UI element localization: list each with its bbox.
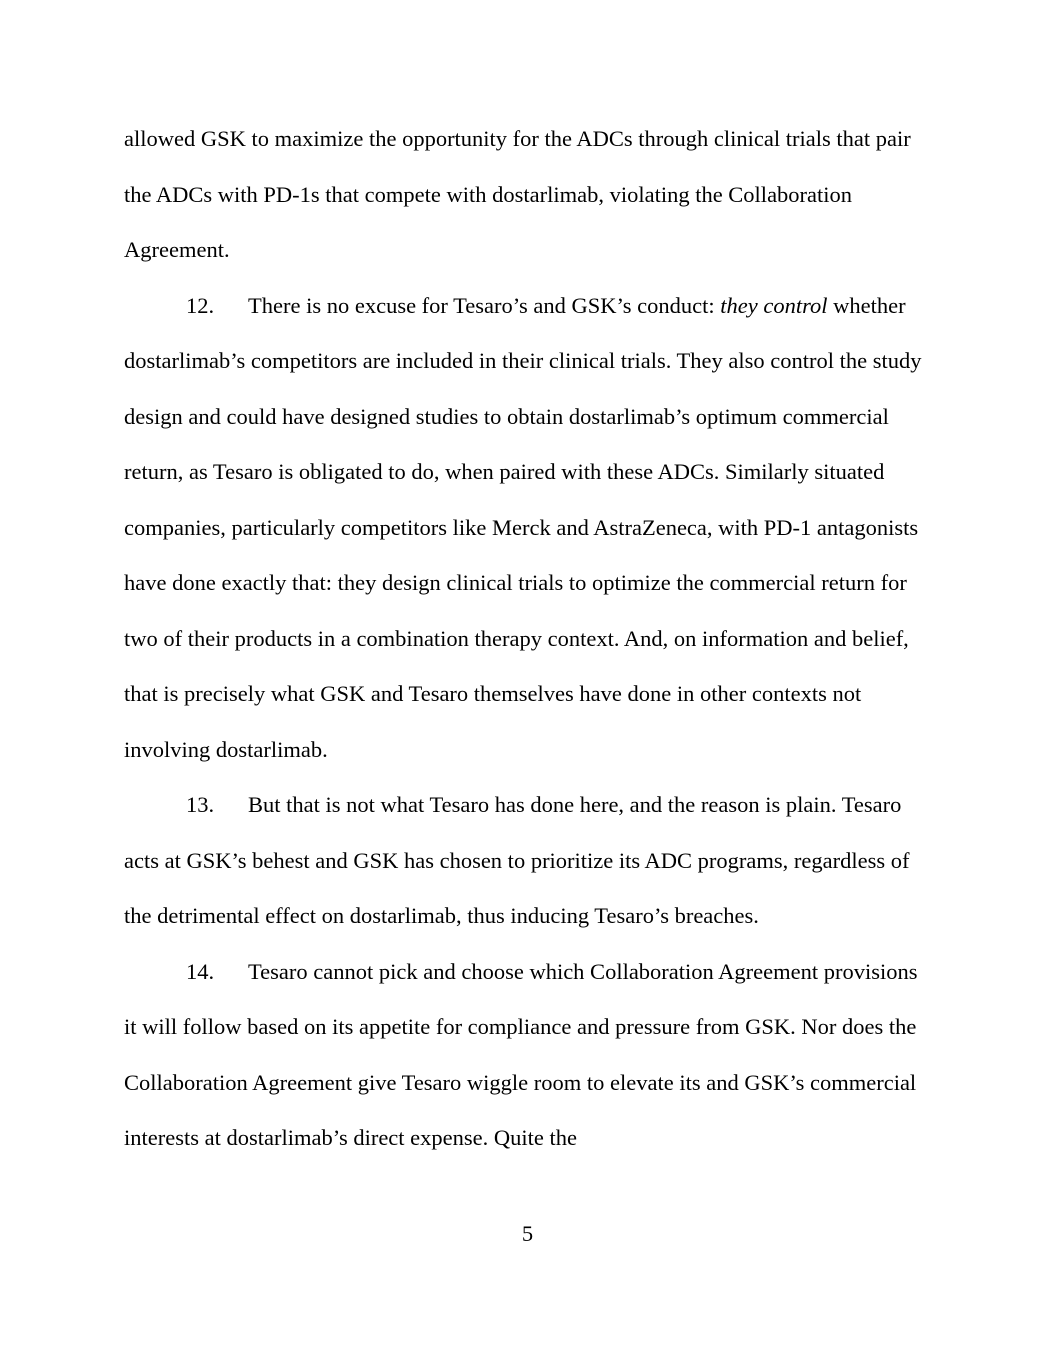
paragraph-number: 12.	[186, 292, 215, 318]
paragraph-13	[124, 777, 932, 944]
page-number: 5	[521, 1221, 534, 1246]
document-body	[124, 111, 932, 1166]
paragraph-text: Tesaro cannot pick and choose which Collaboration Agreement provisions it will follow based on its appetite for compliance and pressure from GSK. Nor does the Collaboration Agreement give Tesaro wiggle room to elevate its and GSK’s commercial interests at dostarlimab’s direct expense. Quite the	[124, 958, 918, 1150]
paragraph-text: But that is not what Tesaro has done here, and the reason is plain. Tesaro acts at GSK’s behest and GSK has chosen to prioritize its ADC programs, regardless of the detrimental effect on dostarlimab, thus inducing Tesaro’s breaches.	[124, 792, 910, 928]
paragraph-12	[124, 278, 932, 778]
paragraph-number: 14.	[186, 958, 215, 984]
paragraph-text: allowed GSK to maximize the opportunity for the ADCs through clinical trials that pair the ADCs with PD-1s that compete with dostarlimab, violating the Collaboration Agreement.	[124, 126, 911, 262]
paragraph-number: 13.	[186, 792, 215, 817]
paragraph-14	[124, 944, 932, 1166]
paragraph-11-continued	[124, 111, 932, 278]
paragraph-text: There is no excuse for Tesaro’s and GSK’s conduct:	[248, 292, 721, 318]
emphasis-text: they control	[720, 292, 828, 318]
paragraph-text-continued: whether dostarlimab’s competitors are included in their clinical trials. They also control the study design and could have designed studies to obtain dostarlimab’s optimum commercial return, as Tesaro is obligated to do, when paired with these ADCs. Similarly situated companies, particularly competitors like Merck and AstraZeneca, with PD-1 antagonists have done exactly that: they design clinical trials to optimize the commercial return for two of their products in a combination therapy context. And, on information and belief, that is precisely what GSK and Tesaro themselves have done in other contexts not involving dostarlimab.	[124, 292, 922, 762]
